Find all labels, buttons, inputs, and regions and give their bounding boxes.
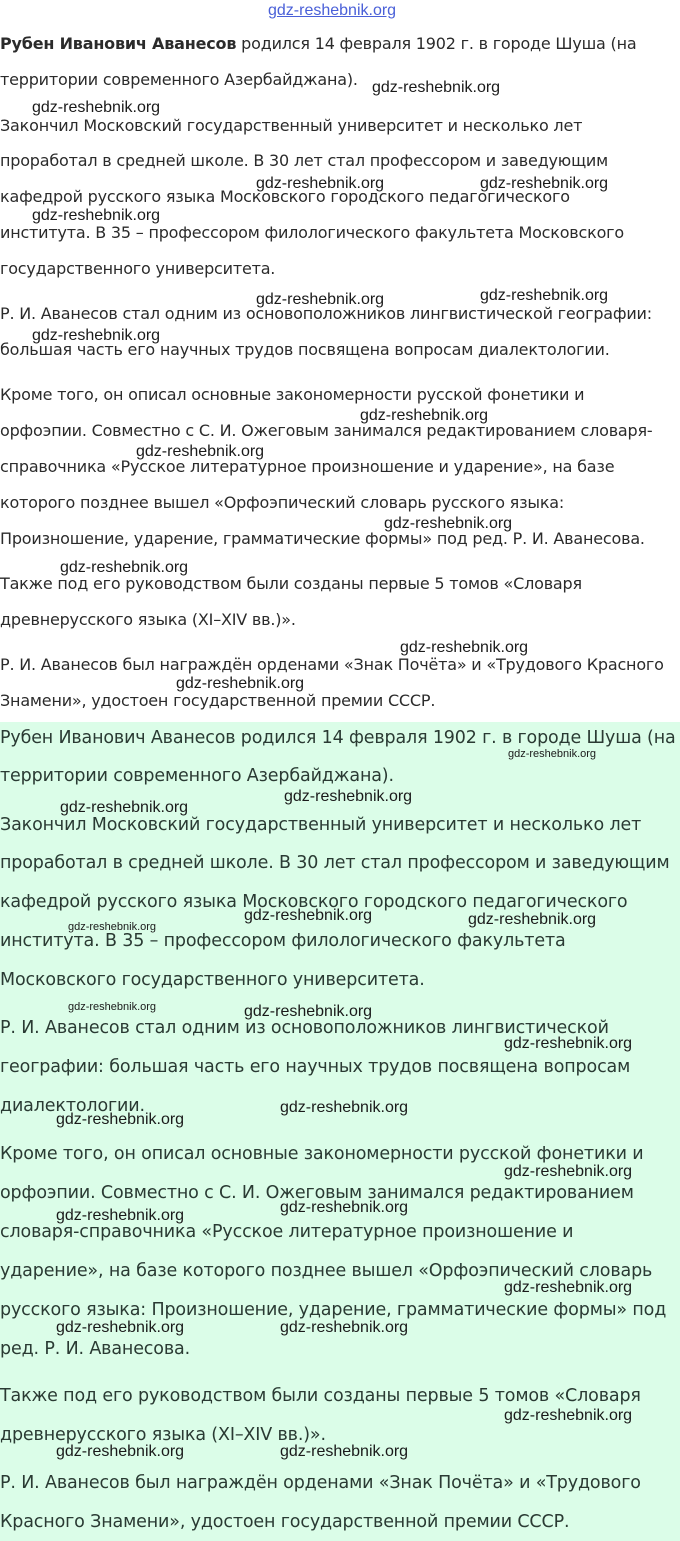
text-line: Р. И. Аванесов стал одним из основоположников лингвистической географии: [0, 304, 652, 323]
text-line: института. В 35 – профессором филологического факультета [0, 931, 566, 951]
text-line: Также под его руководством были созданы первые 5 томов «Словаря [0, 1386, 641, 1406]
answer-text-section [0, 722, 680, 1541]
text-line: территории современного Азербайджана). [0, 70, 358, 89]
text-line: большая часть его научных трудов посвящена вопросам диалектологии. [0, 340, 610, 359]
watermark: gdz-reshebnik.org [32, 207, 161, 224]
watermark: gdz-reshebnik.org [280, 1099, 409, 1116]
watermark: gdz-reshebnik.org [176, 675, 305, 692]
watermark: gdz-reshebnik.org [284, 788, 413, 805]
text-line: словаря-справочника «Русское литературное произношение и [0, 1222, 574, 1242]
watermark: gdz-reshebnik.org [280, 1443, 409, 1460]
watermark: gdz-reshebnik.org [360, 407, 489, 424]
watermark: gdz-reshebnik.org [504, 1035, 633, 1052]
text-line: Кроме того, он описал основные закономерности русской фонетики и [0, 385, 585, 404]
watermark: gdz-reshebnik.org [480, 287, 609, 304]
text-line: Произношение, ударение, грамматические формы» под ред. Р. И. Аванесова. [0, 529, 645, 548]
watermark: gdz-reshebnik.org [32, 99, 161, 116]
watermark: gdz-reshebnik.org [56, 1443, 185, 1460]
watermark: gdz-reshebnik.org [256, 175, 385, 192]
text-line: Рубен Иванович Аванесов родился 14 февраля 1902 г. в городе Шуша (на [0, 728, 676, 748]
watermark: gdz-reshebnik.org [60, 559, 189, 576]
watermark: gdz-reshebnik.org [480, 175, 609, 192]
text-line: государственного университета. [0, 259, 276, 278]
text-line: справочника «Русское литературное произношение и ударение», на базе [0, 457, 615, 476]
text-line: кафедрой русского языка Московского городского педагогического [0, 892, 628, 912]
text-line: проработал в средней школе. В 30 лет стал профессором и заведующим [0, 151, 609, 170]
watermark: gdz-reshebnik.org [384, 515, 513, 532]
watermark: gdz-reshebnik.org [508, 748, 597, 760]
watermark: gdz-reshebnik.org [256, 291, 385, 308]
watermark: gdz-reshebnik.org [32, 327, 161, 344]
text-line: Рубен Иванович Аванесов родился 14 февраля 1902 г. в городе Шуша (на [0, 34, 637, 53]
text-line: Р. И. Аванесов был награждён орденами «Знак Почёта» и «Трудового Красного [0, 655, 664, 674]
watermark: gdz-reshebnik.org [468, 911, 597, 928]
watermark: gdz-reshebnik.org [56, 1207, 185, 1224]
text-line: Красного Знамени», удостоен государственной премии СССР. [0, 1512, 570, 1532]
watermark: gdz-reshebnik.org [244, 1003, 373, 1020]
text-line: проработал в средней школе. В 30 лет стал профессором и заведующим [0, 853, 670, 873]
text-line: ударение», на базе которого позднее вышел «Орфоэпический словарь [0, 1261, 653, 1281]
text-line: кафедрой русского языка Московского городского педагогического [0, 187, 570, 206]
text-line: Закончил Московский государственный университет и несколько лет [0, 815, 642, 835]
watermark: gdz-reshebnik.org [68, 1001, 157, 1013]
text-line: древнерусского языка (XI–XIV вв.)». [0, 1425, 326, 1445]
original-text-section [0, 0, 680, 722]
text-line: Р. И. Аванесов был награждён орденами «Знак Почёта» и «Трудового [0, 1473, 641, 1493]
text-line: древнерусского языка (XI–XIV вв.)». [0, 610, 296, 629]
text-line: Кроме того, он описал основные закономерности русской фонетики и [0, 1144, 644, 1164]
text-line: географии: большая часть его научных трудов посвящена вопросам [0, 1057, 631, 1077]
text-line: диалектологии. [0, 1096, 145, 1116]
watermark: gdz-reshebnik.org [244, 907, 373, 924]
text-line: орфоэпии. Совместно с С. И. Ожеговым занимался редактированием [0, 1183, 634, 1203]
person-name: Рубен Иванович Аванесов [0, 34, 237, 53]
text-line: Р. И. Аванесов стал одним из основоположников лингвистической [0, 1018, 609, 1038]
watermark: gdz-reshebnik.org [504, 1279, 633, 1296]
site-header-link[interactable]: gdz-reshebnik.org [268, 2, 397, 19]
watermark: gdz-reshebnik.org [504, 1163, 633, 1180]
text-line: Знамени», удостоен государственной премии СССР. [0, 691, 436, 710]
watermark: gdz-reshebnik.org [136, 443, 265, 460]
text-line: института. В 35 – профессором филологического факультета Московского [0, 223, 624, 242]
watermark: gdz-reshebnik.org [504, 1407, 633, 1424]
watermark: gdz-reshebnik.org [60, 799, 189, 816]
text-line: территории современного Азербайджана). [0, 766, 394, 786]
text-line: русского языка: Произношение, ударение, грамматические формы» под [0, 1300, 667, 1320]
watermark: gdz-reshebnik.org [280, 1319, 409, 1336]
text-line: орфоэпии. Совместно с С. И. Ожеговым занимался редактированием словаря- [0, 421, 653, 440]
watermark: gdz-reshebnik.org [68, 921, 157, 933]
watermark: gdz-reshebnik.org [372, 79, 501, 96]
watermark: gdz-reshebnik.org [280, 1199, 409, 1216]
text-line: которого позднее вышел «Орфоэпический словарь русского языка: [0, 493, 565, 512]
text-line: ред. Р. И. Аванесова. [0, 1339, 190, 1359]
text-line: Также под его руководством были созданы первые 5 томов «Словаря [0, 574, 582, 593]
watermark: gdz-reshebnik.org [400, 639, 529, 656]
watermark: gdz-reshebnik.org [56, 1319, 185, 1336]
text-line: Московского государственного университета. [0, 970, 425, 990]
watermark: gdz-reshebnik.org [56, 1111, 185, 1128]
text-line: Закончил Московский государственный университет и несколько лет [0, 116, 583, 135]
